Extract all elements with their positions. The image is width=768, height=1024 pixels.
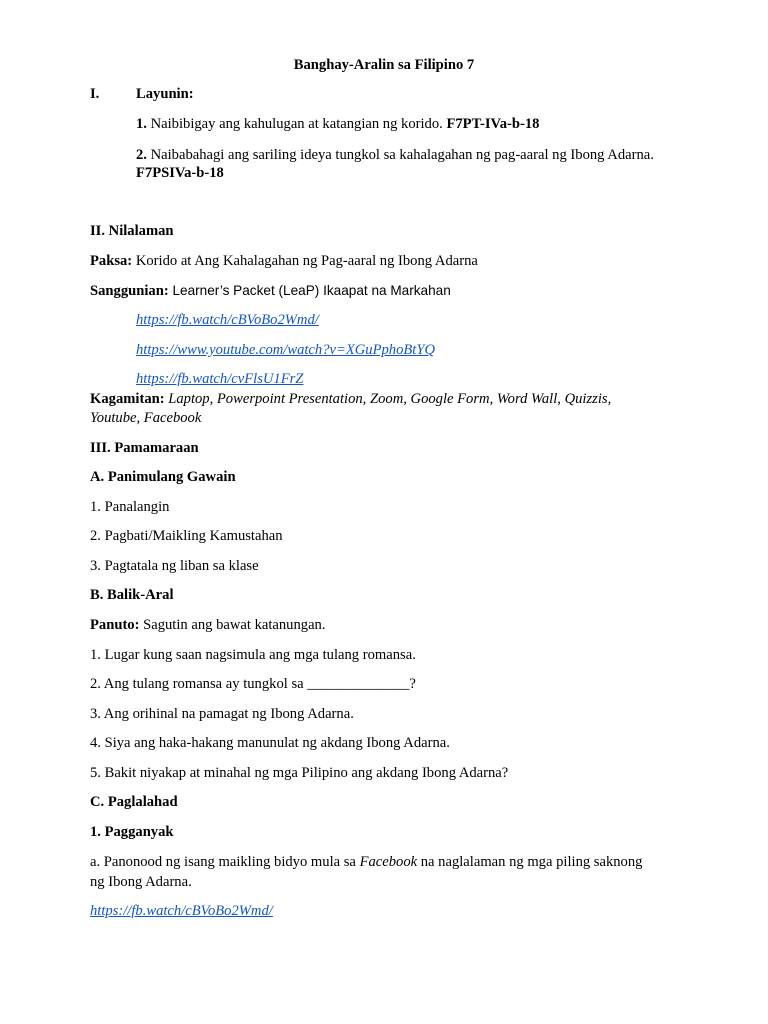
panuto-text: Sagutin ang bawat katanungan. (139, 617, 326, 633)
objective-code: F7PT-IVa-b-18 (446, 116, 540, 132)
pagganyak-text-continued: ng Ibong Adarna. (90, 874, 192, 890)
video-link[interactable]: https://fb.watch/cBVoBo2Wmd/ (90, 903, 273, 919)
pagganyak-source: Facebook (359, 854, 418, 870)
reference-link[interactable]: https://fb.watch/cvFlsU1FrZ (136, 371, 304, 387)
objective-number: 2. (136, 147, 147, 163)
document-title: Banghay-Aralin sa Filipino 7 (293, 57, 475, 73)
question-item: 5. Bakit niyakap at minahal ng mga Pilipino ang akdang Ibong Adarna? (90, 765, 509, 781)
objective-1 (136, 114, 539, 134)
list-item: 2. Pagbati/Maikling Kamustahan (90, 528, 283, 544)
sanggunian-label: Sanggunian: (90, 283, 169, 299)
subheading-panimulang-gawain: A. Panimulang Gawain (90, 469, 236, 485)
pagganyak-text: a. Panonood ng isang maikling bidyo mula sa (90, 854, 360, 870)
paksa-line (90, 251, 478, 271)
subheading-balik-aral: B. Balik-Aral (90, 587, 174, 603)
kagamitan-text-continued: Youtube, Facebook (90, 410, 202, 426)
kagamitan-line (90, 389, 611, 409)
sanggunian-line (90, 281, 451, 301)
subheading-pagganyak: 1. Pagganyak (90, 824, 174, 840)
paksa-text: Korido at Ang Kahalagahan ng Pag-aaral ng Ibong Adarna (132, 253, 478, 269)
sanggunian-text: Learner’s Packet (LeaP) Ikaapat na Markahan (168, 283, 451, 298)
kagamitan-text: Laptop, Powerpoint Presentation, Zoom, Google Form, Word Wall, Quizzis, (164, 391, 612, 407)
question-item: 2. Ang tulang romansa ay tungkol sa ______________? (90, 676, 416, 692)
reference-link[interactable]: https://www.youtube.com/watch?v=XGuPphoBtYQ (136, 342, 435, 358)
question-item: 3. Ang orihinal na pamagat ng Ibong Adarna. (90, 706, 354, 722)
subheading-paglalahad: C. Paglalahad (90, 794, 178, 810)
list-item: 1. Panalangin (90, 499, 170, 515)
reference-link[interactable]: https://fb.watch/cBVoBo2Wmd/ (136, 312, 319, 328)
objective-text: Naibibigay ang kahulugan at katangian ng korido. (146, 116, 447, 132)
section-heading-nilalaman: II. Nilalaman (90, 223, 174, 239)
pagganyak-paragraph (90, 852, 642, 872)
objective-code: F7PSIVa-b-18 (136, 165, 224, 181)
kagamitan-label: Kagamitan: (90, 391, 165, 407)
question-item: 4. Siya ang haka-hakang manunulat ng akdang Ibong Adarna. (90, 735, 450, 751)
section-heading-pamamaraan: III. Pamamaraan (90, 440, 199, 456)
section-numeral: I. (90, 86, 100, 102)
question-item: 1. Lugar kung saan nagsimula ang mga tulang romansa. (90, 647, 416, 663)
objective-2 (136, 145, 654, 165)
objective-text: Naibabahagi ang sariling ideya tungkol sa kahalagahan ng pag-aaral ng Ibong Adarna. (146, 147, 654, 163)
objective-number: 1. (136, 116, 147, 132)
paksa-label: Paksa: (90, 253, 133, 269)
panuto-line (90, 615, 326, 635)
section-heading-layunin: Layunin: (136, 86, 194, 102)
list-item: 3. Pagtatala ng liban sa klase (90, 558, 259, 574)
panuto-label: Panuto: (90, 617, 140, 633)
pagganyak-text: na naglalaman ng mga piling saknong (417, 854, 643, 870)
